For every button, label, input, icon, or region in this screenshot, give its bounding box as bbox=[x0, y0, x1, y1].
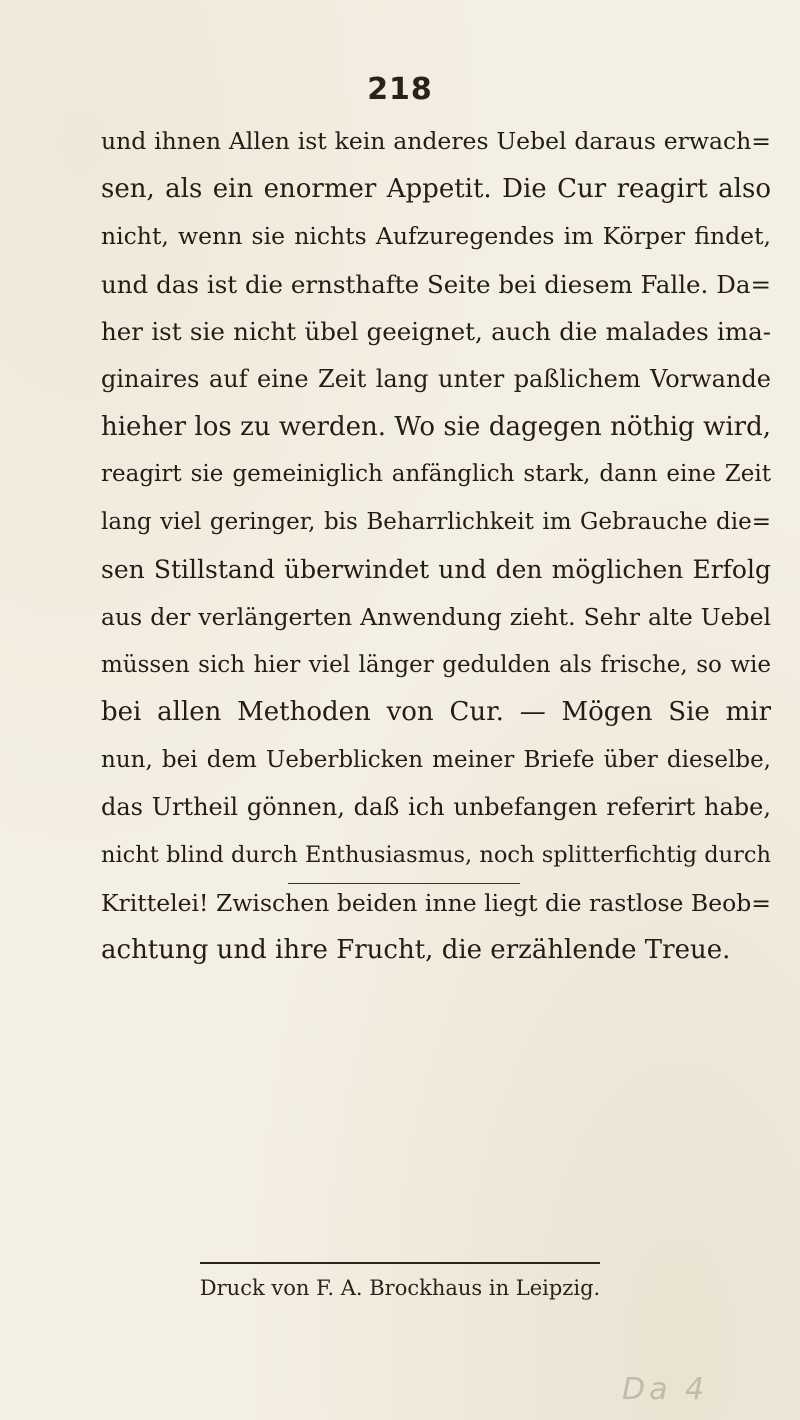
section-divider bbox=[288, 883, 520, 884]
text-line: sen Stillstand überwindet und den möglichen Erfolg bbox=[101, 555, 771, 585]
text-line: her ist sie nicht übel geeignet, auch die malades ima- bbox=[101, 317, 771, 347]
text-line: nun, bei dem Ueberblicken meiner Briefe über dieselbe, bbox=[101, 746, 771, 773]
text-line: das Urtheil gönnen, daß ich unbefangen referirt habe, bbox=[101, 793, 771, 822]
text-line-last: achtung und ihre Frucht, die erzählende Treue. bbox=[101, 935, 731, 966]
text-line: lang viel geringer, bis Beharrlichkeit im Gebrauche die= bbox=[101, 508, 771, 535]
faint-corner-mark: Da 4 bbox=[622, 1372, 709, 1407]
imprint-divider bbox=[200, 1262, 600, 1264]
printer-imprint: Druck von F. A. Brockhaus in Leipzig. bbox=[199, 1276, 601, 1300]
text-line: Krittelei! Zwischen beiden inne liegt die rastlose Beob= bbox=[101, 888, 771, 917]
text-line: hieher los zu werden. Wo sie dagegen nöthig wird, bbox=[101, 411, 771, 442]
text-line: und das ist die ernsthafte Seite bei diesem Falle. Da= bbox=[101, 269, 771, 299]
text-line: nicht, wenn sie nichts Aufzuregendes im Körper findet, bbox=[101, 222, 771, 251]
text-line: ginaires auf eine Zeit lang unter paßlichem Vorwande bbox=[101, 364, 771, 393]
text-line: reagirt sie gemeiniglich anfänglich stark, dann eine Zeit bbox=[101, 461, 771, 488]
text-line: sen, als ein enormer Appetit. Die Cur reagirt also bbox=[101, 173, 771, 204]
body-text bbox=[101, 118, 771, 975]
text-line: bei allen Methoden von Cur. — Mögen Sie mir bbox=[101, 697, 771, 728]
page-number: 218 bbox=[367, 72, 433, 107]
text-line: und ihnen Allen ist kein anderes Uebel daraus erwach= bbox=[101, 127, 771, 155]
text-line: nicht blind durch Enthusiasmus, noch splitterfichtig durch bbox=[101, 841, 771, 868]
text-line: aus der verlängerten Anwendung zieht. Sehr alte Uebel bbox=[101, 602, 771, 631]
text-line: müssen sich hier viel länger gedulden als frische, so wie bbox=[101, 651, 771, 678]
